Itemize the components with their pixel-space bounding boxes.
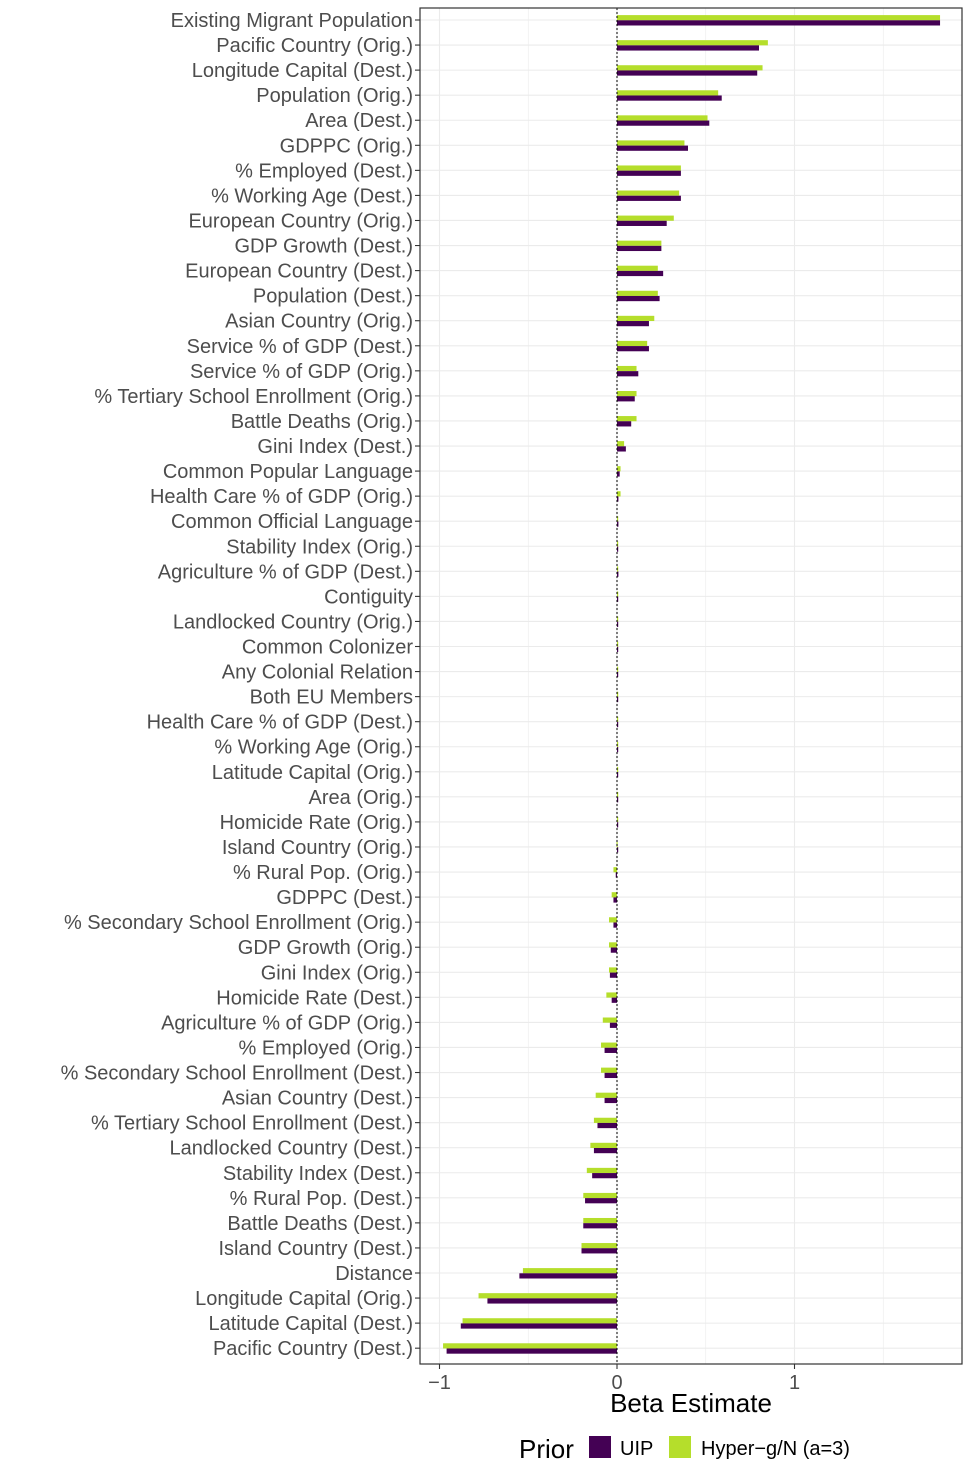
bar-uip	[617, 446, 626, 451]
bar-uip	[617, 171, 681, 176]
bar-hyper-g	[583, 1218, 617, 1223]
bar-hyper-g	[617, 466, 621, 471]
bar-hyper-g	[603, 1018, 617, 1023]
y-tick-label: Common Popular Language	[162, 461, 413, 484]
bar-uip	[617, 321, 649, 326]
bar-uip	[617, 70, 757, 75]
y-tick-label: Battle Deaths (Dest.)	[227, 1212, 413, 1235]
bar-hyper-g	[617, 40, 768, 45]
bar-uip	[461, 1323, 617, 1328]
bar-hyper-g	[617, 241, 661, 246]
bar-hyper-g	[443, 1343, 617, 1348]
legend-swatch-uip	[589, 1436, 611, 1458]
bar-hyper-g	[617, 416, 637, 421]
y-tick-label: Service % of GDP (Dest.)	[186, 335, 413, 358]
y-tick-label: Existing Migrant Population	[170, 10, 413, 32]
bar-hyper-g	[606, 992, 617, 997]
y-tick-label: Contiguity	[324, 586, 413, 609]
y-tick-label: Battle Deaths (Orig.)	[230, 410, 413, 433]
bar-hyper-g	[617, 65, 763, 70]
bar-hyper-g	[617, 366, 637, 371]
bar-uip	[582, 1248, 618, 1253]
bar-uip	[519, 1273, 617, 1278]
y-tick-label: Stability Index (Dest.)	[222, 1162, 413, 1185]
y-tick-label: % Tertiary School Enrollment (Orig.)	[94, 385, 413, 408]
y-tick-label: % Secondary School Enrollment (Dest.)	[60, 1062, 413, 1085]
bar-hyper-g	[617, 491, 621, 496]
y-tick-label: Island Country (Dest.)	[218, 1237, 413, 1260]
y-tick-label: Pacific Country (Dest.)	[212, 1338, 413, 1361]
bar-uip	[594, 1148, 617, 1153]
y-tick-label: % Employed (Dest.)	[235, 160, 413, 183]
y-tick-label: Landlocked Country (Orig.)	[172, 611, 413, 634]
bar-uip	[617, 221, 667, 226]
y-tick-label: Common Official Language	[171, 511, 413, 534]
bar-hyper-g	[594, 1118, 617, 1123]
bar-hyper-g	[617, 191, 679, 196]
bar-hyper-g	[617, 341, 647, 346]
bar-uip	[605, 1048, 617, 1053]
y-tick-label: Landlocked Country (Dest.)	[169, 1137, 413, 1160]
bar-uip	[613, 897, 617, 902]
bar-hyper-g	[523, 1268, 617, 1273]
bar-uip	[617, 296, 660, 301]
legend-swatch-hyper-g	[669, 1436, 691, 1458]
bar-uip	[611, 948, 617, 953]
legend-label-uip: UIP	[620, 1438, 654, 1460]
y-tick-label: GDP Growth (Orig.)	[237, 937, 413, 960]
bar-uip	[487, 1298, 617, 1303]
y-tick-label: GDPPC (Dest.)	[276, 887, 413, 910]
bar-hyper-g	[463, 1318, 617, 1323]
legend-label-hyper-g: Hyper−g/N (a=3)	[701, 1438, 850, 1460]
bar-uip	[617, 246, 661, 251]
y-tick-label: Gini Index (Orig.)	[260, 962, 413, 985]
bar-uip	[617, 371, 638, 376]
bar-hyper-g	[590, 1143, 617, 1148]
bar-hyper-g	[617, 90, 718, 95]
y-tick-label: Distance	[335, 1263, 413, 1285]
y-tick-label: Island Country (Orig.)	[221, 836, 413, 859]
bar-uip	[617, 146, 688, 151]
bar-uip	[617, 421, 631, 426]
y-tick-label: Area (Dest.)	[305, 110, 413, 133]
bar-hyper-g	[617, 165, 681, 170]
y-tick-label: Latitude Capital (Orig.)	[211, 761, 413, 784]
y-tick-label: Health Care % of GDP (Dest.)	[146, 711, 413, 734]
y-tick-label: Population (Dest.)	[252, 285, 413, 308]
bar-uip	[583, 1223, 617, 1228]
y-tick-label: Homicide Rate (Orig.)	[219, 811, 413, 834]
x-tick-label: 1	[788, 1372, 801, 1394]
bar-uip	[610, 973, 617, 978]
bar-uip	[605, 1098, 617, 1103]
y-tick-label: Asian Country (Dest.)	[221, 1087, 413, 1110]
y-tick-label: European Country (Orig.)	[188, 210, 413, 233]
y-tick-label: Latitude Capital (Dest.)	[208, 1313, 413, 1336]
bar-uip	[612, 998, 617, 1003]
bar-hyper-g	[582, 1243, 618, 1248]
y-tick-label: Area (Orig.)	[308, 786, 413, 809]
bar-hyper-g	[601, 1043, 617, 1048]
y-tick-label: Gini Index (Dest.)	[257, 436, 413, 459]
y-tick-label: % Rural Pop. (Orig.)	[232, 862, 413, 885]
y-tick-label: Pacific Country (Orig.)	[216, 35, 413, 58]
y-tick-label: Longitude Capital (Dest.)	[191, 60, 413, 83]
y-tick-label: Both EU Members	[249, 686, 413, 709]
bar-hyper-g	[609, 917, 617, 922]
bar-hyper-g	[583, 1193, 617, 1198]
bar-hyper-g	[617, 140, 684, 145]
bar-hyper-g	[617, 391, 637, 396]
y-tick-label: % Rural Pop. (Dest.)	[229, 1187, 413, 1210]
y-tick-label: % Working Age (Dest.)	[211, 185, 413, 208]
bar-uip	[617, 196, 681, 201]
y-tick-label: GDP Growth (Dest.)	[234, 235, 413, 258]
y-tick-label: Agriculture % of GDP (Dest.)	[157, 561, 413, 584]
y-tick-label: Any Colonial Relation	[221, 661, 413, 684]
y-tick-label: Agriculture % of GDP (Orig.)	[161, 1012, 413, 1035]
bar-hyper-g	[612, 892, 617, 897]
y-tick-label: Service % of GDP (Orig.)	[189, 360, 413, 383]
bar-hyper-g	[617, 15, 940, 20]
bar-hyper-g	[587, 1168, 617, 1173]
bar-uip	[447, 1348, 617, 1353]
bar-uip	[617, 121, 709, 126]
y-tick-label: % Secondary School Enrollment (Orig.)	[63, 912, 413, 935]
y-tick-label: % Working Age (Orig.)	[214, 736, 413, 759]
bar-uip	[617, 346, 649, 351]
bar-hyper-g	[609, 967, 617, 972]
y-tick-label: Stability Index (Orig.)	[226, 536, 413, 559]
bar-uip	[617, 396, 635, 401]
y-tick-label: European Country (Dest.)	[185, 260, 413, 283]
bar-uip	[617, 20, 940, 25]
bar-uip	[617, 95, 722, 100]
y-tick-label: Asian Country (Orig.)	[225, 310, 413, 333]
bar-uip	[585, 1198, 617, 1203]
x-tick-label: −1	[428, 1372, 451, 1394]
x-tick-label: 0	[611, 1372, 623, 1394]
bar-hyper-g	[596, 1093, 617, 1098]
y-tick-label: % Tertiary School Enrollment (Dest.)	[91, 1112, 413, 1135]
legend-title: Prior	[519, 1434, 574, 1464]
bar-hyper-g	[617, 266, 658, 271]
bar-hyper-g	[609, 942, 617, 947]
bar-hyper-g	[617, 291, 658, 296]
bar-hyper-g	[617, 441, 624, 446]
bar-uip	[617, 271, 663, 276]
bar-hyper-g	[617, 115, 708, 120]
bar-uip	[613, 922, 617, 927]
bar-hyper-g	[601, 1068, 617, 1073]
y-tick-label: Health Care % of GDP (Orig.)	[149, 486, 413, 509]
y-tick-label: Population (Orig.)	[256, 85, 413, 108]
bar-uip	[592, 1173, 617, 1178]
bar-hyper-g	[617, 316, 654, 321]
y-tick-label: Homicide Rate (Dest.)	[216, 987, 413, 1010]
y-tick-label: GDPPC (Orig.)	[279, 135, 413, 158]
y-tick-label: Longitude Capital (Orig.)	[195, 1288, 413, 1311]
bar-hyper-g	[479, 1293, 617, 1298]
bar-uip	[597, 1123, 617, 1128]
bar-hyper-g	[617, 216, 674, 221]
x-axis-title: Beta Estimate	[610, 1388, 772, 1418]
y-tick-label: % Employed (Orig.)	[238, 1037, 413, 1060]
y-tick-label: Common Colonizer	[241, 636, 413, 659]
bar-hyper-g	[613, 867, 617, 872]
bar-uip	[605, 1073, 617, 1078]
bar-uip	[610, 1023, 617, 1028]
bar-uip	[617, 45, 759, 50]
